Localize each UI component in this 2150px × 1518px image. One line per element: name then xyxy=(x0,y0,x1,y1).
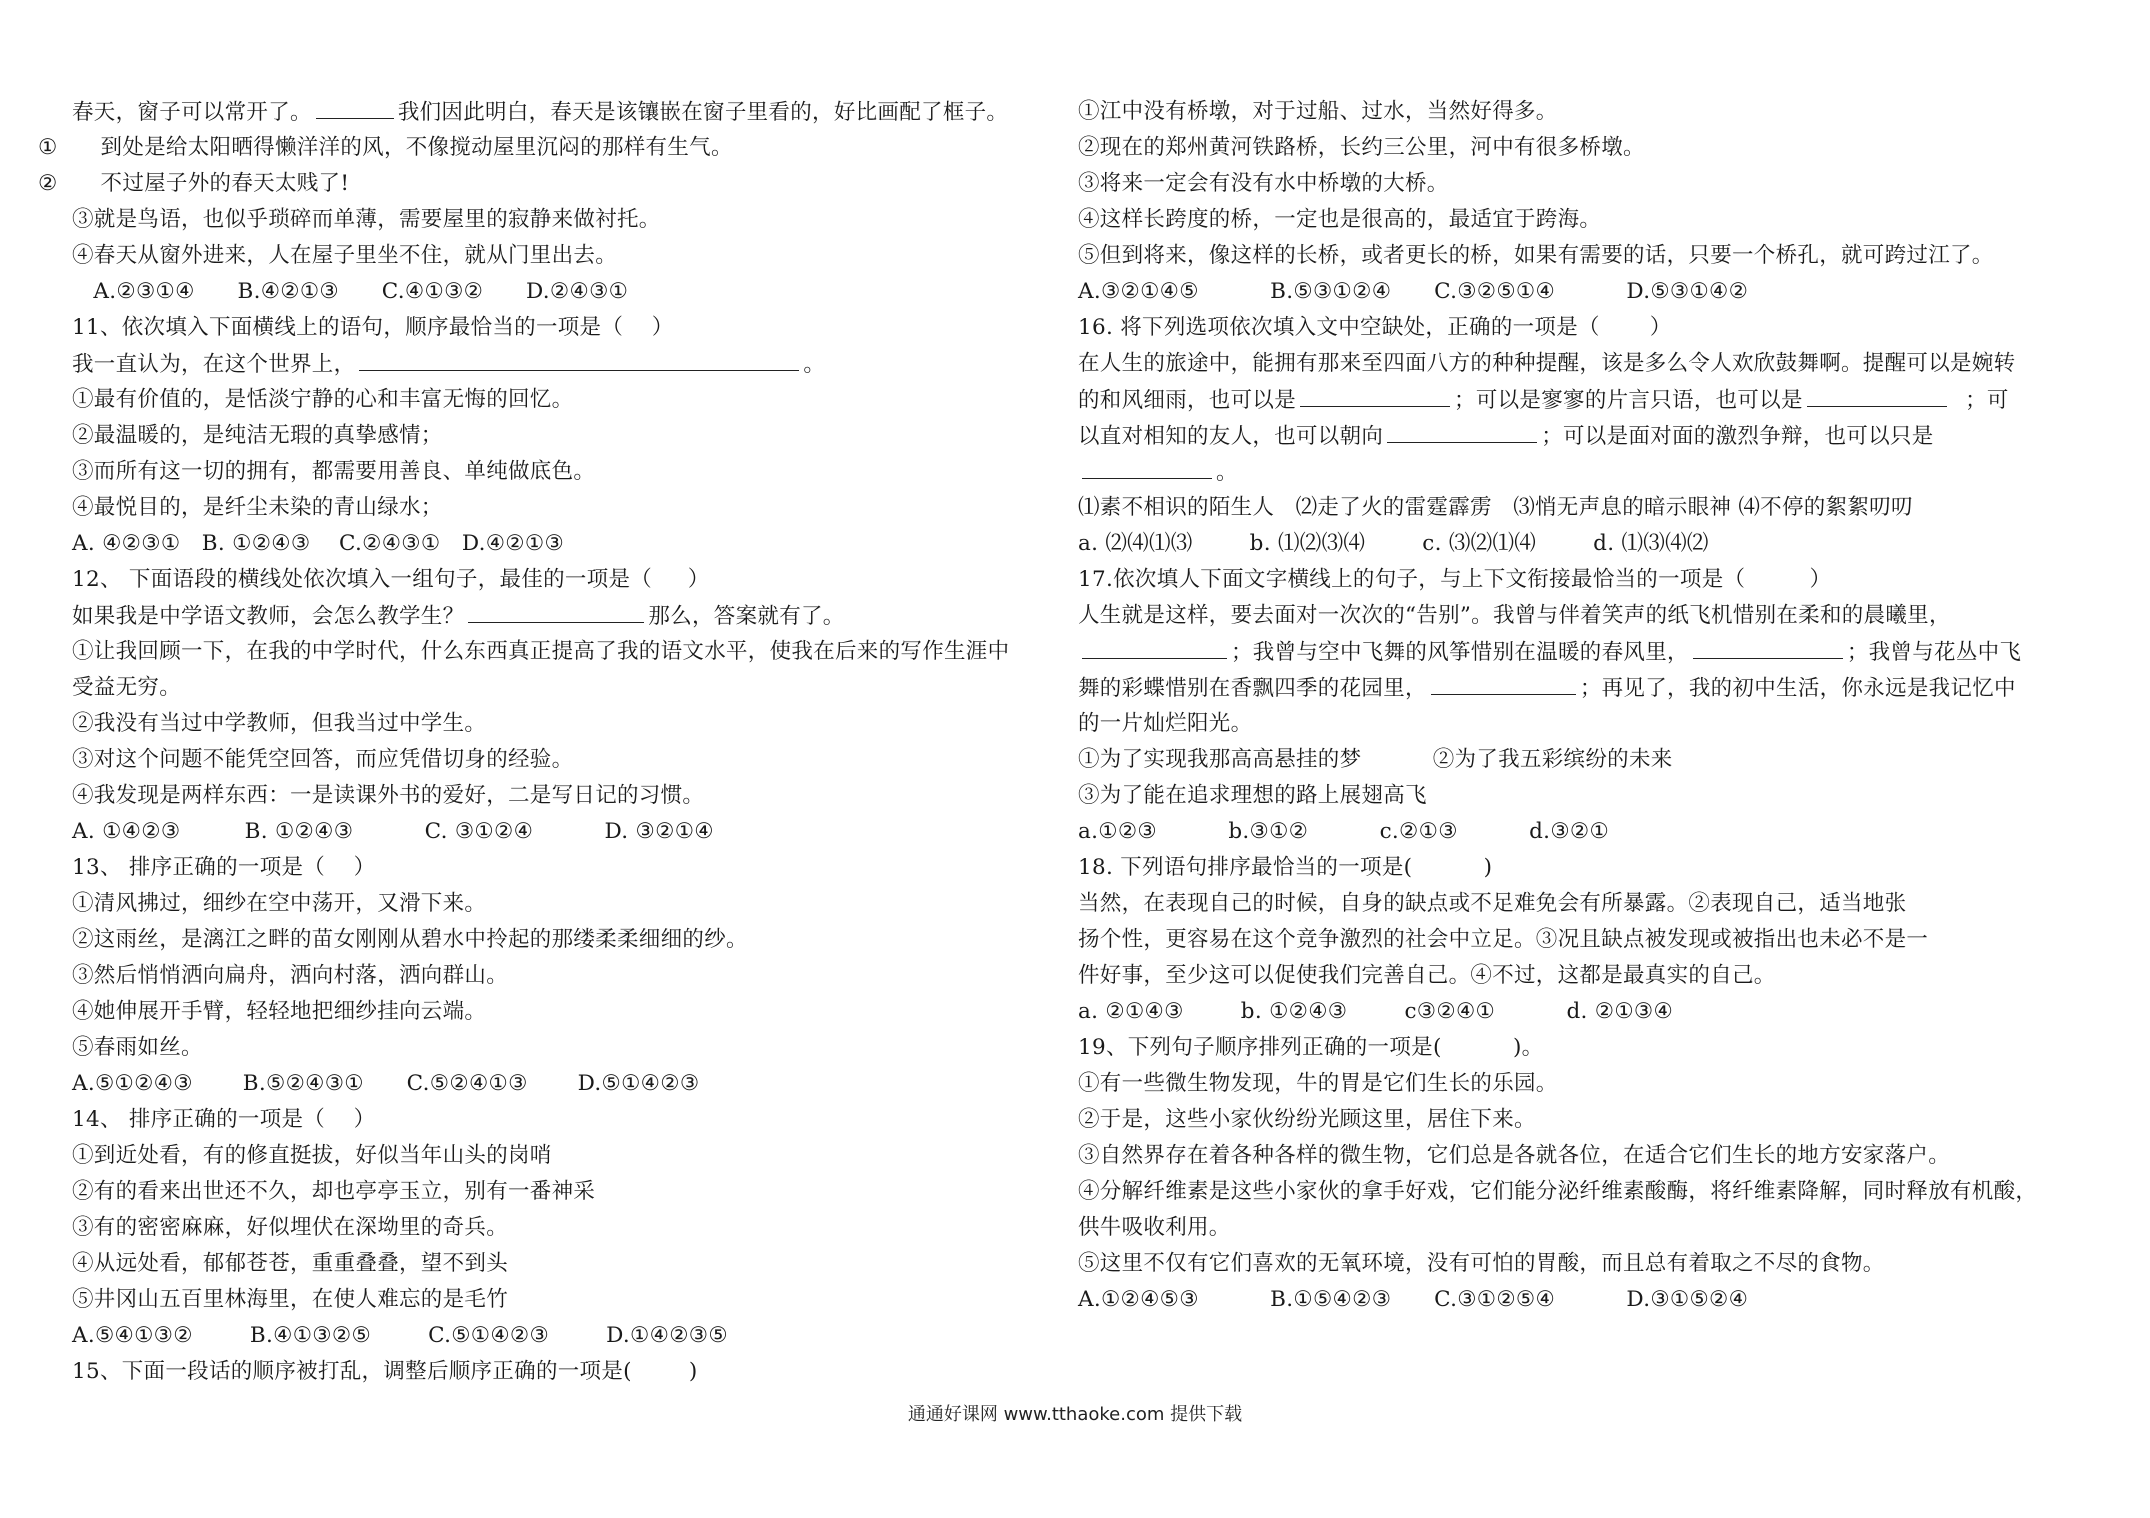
right-text-line xyxy=(1078,886,2088,922)
right-text-line xyxy=(1078,310,2088,346)
left-text-line xyxy=(72,1282,1042,1318)
left-text-line xyxy=(72,994,1042,1030)
left-text-line xyxy=(38,166,1042,202)
text-segment: ②现在的郑州黄河铁路桥，长约三公里，河中有很多桥墩。 xyxy=(1078,135,1645,160)
text-segment: A.⑤④①③② B.④①③②⑤ C.⑤①④②③ D.①④②③⑤ xyxy=(72,1323,728,1348)
left-text-line xyxy=(72,1102,1042,1138)
left-text-line xyxy=(72,562,1042,598)
right-text-line xyxy=(1078,1066,2088,1102)
left-text-line xyxy=(72,238,1042,274)
text-segment: ②最温暖的，是纯洁无瑕的真挚感情； xyxy=(72,423,443,448)
text-segment: 。 xyxy=(803,352,826,377)
text-segment: ；我曾与空中飞舞的风筝惜别在温暖的春风里， xyxy=(1231,640,1689,665)
left-text-line xyxy=(72,1174,1042,1210)
right-text-line xyxy=(1078,1210,2088,1246)
right-text-line xyxy=(1078,346,2088,382)
fill-in-blank xyxy=(1082,454,1212,479)
text-segment: A. ①④②③ B. ①②④③ C. ③①②④ D. ③②①④ xyxy=(72,819,714,844)
text-segment: ②这雨丝，是漓江之畔的苗女刚刚从碧水中拎起的那缕柔柔细细的纱。 xyxy=(72,927,748,952)
left-text-line xyxy=(72,274,1042,310)
right-text-line xyxy=(1078,274,2088,310)
text-segment: 。 xyxy=(1216,460,1238,485)
text-segment: ③为了能在追求理想的路上展翅高飞 xyxy=(1078,783,1427,808)
text-segment: ；可 xyxy=(1950,388,2009,413)
right-text-line xyxy=(1078,994,2088,1030)
left-text-line xyxy=(72,778,1042,814)
fill-in-blank xyxy=(1300,382,1450,407)
text-segment: ①为了实现我那高高悬挂的梦 ②为了我五彩缤纷的未来 xyxy=(1078,747,1673,772)
left-text-line xyxy=(72,526,1042,562)
left-text-line xyxy=(72,310,1042,346)
text-segment: 13、 排序正确的一项是（ ） xyxy=(72,855,376,880)
left-column xyxy=(38,94,1042,1390)
text-segment: 11、依次填入下面横线上的语句，顺序最恰当的一项是（ ） xyxy=(72,315,674,340)
text-segment: 受益无穷。 xyxy=(72,675,182,700)
left-text-line xyxy=(72,202,1042,238)
text-segment: ③有的密密麻麻，好似埋伏在深坳里的奇兵。 xyxy=(72,1215,509,1240)
text-segment: 以直对相知的友人，也可以朝向 xyxy=(1078,424,1384,449)
right-text-line xyxy=(1078,778,2088,814)
right-text-line xyxy=(1078,454,2088,490)
right-text-line xyxy=(1078,562,2088,598)
right-text-line xyxy=(1078,1174,2088,1210)
item-marker: ① xyxy=(38,135,58,160)
left-text-line xyxy=(72,1138,1042,1174)
left-text-line xyxy=(72,1246,1042,1282)
text-segment: ④她伸展开手臂，轻轻地把细纱挂向云端。 xyxy=(72,999,487,1024)
text-segment: 17.依次填人下面文字横线上的句子，与上下文衔接最恰当的一项是（ ） xyxy=(1078,567,1832,592)
text-segment: 如果我是中学语文教师，会怎么教学生？ xyxy=(72,604,465,629)
text-segment: 18. 下列语句排序最恰当的一项是( ) xyxy=(1078,855,1493,880)
left-text-line xyxy=(72,94,1042,130)
text-segment: 15、下面一段话的顺序被打乱，调整后顺序正确的一项是( ) xyxy=(72,1359,698,1384)
text-segment: ①最有价值的，是恬淡宁静的心和丰富无悔的回忆。 xyxy=(72,387,574,412)
right-text-line xyxy=(1078,634,2088,670)
right-text-line xyxy=(1078,1246,2088,1282)
text-segment: ④从远处看，郁郁苍苍，重重叠叠，望不到头 xyxy=(72,1251,509,1276)
text-segment: 的和风细雨，也可以是 xyxy=(1078,388,1297,413)
fill-in-blank xyxy=(468,598,644,623)
text-segment: ；可以是面对面的激烈争辩，也可以只是 xyxy=(1541,424,1934,449)
left-text-line xyxy=(72,886,1042,922)
text-segment: ①到近处看，有的修直挺拔，好似当年山头的岗哨 xyxy=(72,1143,552,1168)
right-text-line xyxy=(1078,526,2088,562)
text-segment: ②我没有当过中学教师，但我当过中学生。 xyxy=(72,711,487,736)
right-text-line xyxy=(1078,490,2088,526)
left-text-line xyxy=(72,490,1042,526)
right-text-line xyxy=(1078,382,2088,418)
text-segment: ②于是，这些小家伙纷纷光顾这里，居住下来。 xyxy=(1078,1107,1536,1132)
right-text-line xyxy=(1078,850,2088,886)
right-text-line xyxy=(1078,94,2088,130)
text-segment: 我们因此明白，春天是该镶嵌在窗子里看的，好比画配了框子。 xyxy=(397,100,1009,125)
text-segment: A.⑤①②④③ B.⑤②④③① C.⑤②④①③ D.⑤①④②③ xyxy=(72,1071,700,1096)
text-segment: A.③②①④⑤ B.⑤③①②④ C.③②⑤①④ D.⑤③①④② xyxy=(1078,279,1749,304)
left-text-line xyxy=(72,1354,1042,1390)
text-segment: ③对这个问题不能凭空回答，而应凭借切身的经验。 xyxy=(72,747,574,772)
text-segment: ；可以是寥寥的片言只语，也可以是 xyxy=(1454,388,1803,413)
text-segment: 件好事，至少这可以促使我们完善自己。④不过，这都是最真实的自己。 xyxy=(1078,963,1776,988)
fill-in-blank xyxy=(1082,634,1227,659)
text-segment: a.①②③ b.③①② c.②①③ d.③②① xyxy=(1078,819,1610,844)
right-text-line xyxy=(1078,1030,2088,1066)
text-segment: 当然，在表现自己的时候，自身的缺点或不足难免会有所暴露。②表现自己，适当地张 xyxy=(1078,891,1907,916)
right-text-line xyxy=(1078,670,2088,706)
left-text-line xyxy=(72,1030,1042,1066)
text-segment: 14、 排序正确的一项是（ ） xyxy=(72,1107,376,1132)
text-segment: A.②③①④ B.④②①③ C.④①③② D.②④③① xyxy=(72,279,629,304)
fill-in-blank xyxy=(1807,382,1947,407)
left-text-line xyxy=(72,418,1042,454)
right-text-line xyxy=(1078,922,2088,958)
left-text-line xyxy=(72,814,1042,850)
text-segment: 到处是给太阳晒得懒洋洋的风，不像搅动屋里沉闷的那样有生气。 xyxy=(72,135,733,160)
fill-in-blank xyxy=(359,346,799,371)
text-segment: ③自然界存在着各种各样的微生物，它们总是各就各位，在适合它们生长的地方安家落户。 xyxy=(1078,1143,1951,1168)
text-segment: a. ⑵⑷⑴⑶ b. ⑴⑵⑶⑷ c. ⑶⑵⑴⑷ d. ⑴⑶⑷⑵ xyxy=(1078,531,1709,556)
right-text-line xyxy=(1078,706,2088,742)
left-text-line xyxy=(72,670,1042,706)
text-segment: 19、下列句子顺序排列正确的一项是( )。 xyxy=(1078,1035,1544,1060)
right-text-line xyxy=(1078,1138,2088,1174)
text-segment: 16. 将下列选项依次填入文中空缺处，正确的一项是（ ） xyxy=(1078,315,1672,340)
right-text-line xyxy=(1078,418,2088,454)
text-segment: a. ②①④③ b. ①②④③ c③②④① d. ②①③④ xyxy=(1078,999,1674,1024)
text-segment: 那么，答案就有了。 xyxy=(648,604,845,629)
text-segment: A. ④②③① B. ①②④③ C.②④③① D.④②①③ xyxy=(72,531,565,556)
fill-in-blank xyxy=(1387,418,1537,443)
text-segment: ④这样长跨度的桥，一定也是很高的，最适宜于跨海。 xyxy=(1078,207,1602,232)
right-text-line xyxy=(1078,166,2088,202)
fill-in-blank xyxy=(1431,670,1576,695)
text-segment: 人生就是这样，要去面对一次次的“告别”。我曾与伴着笑声的纸飞机惜别在柔和的晨曦里， xyxy=(1078,603,1951,628)
text-segment: 扬个性，更容易在这个竞争激烈的社会中立足。③况且缺点被发现或被指出也未必不是一 xyxy=(1078,927,1929,952)
right-text-line xyxy=(1078,202,2088,238)
text-segment: ①有一些微生物发现，牛的胃是它们生长的乐园。 xyxy=(1078,1071,1558,1096)
text-segment: 供牛吸收利用。 xyxy=(1078,1215,1231,1240)
right-text-line xyxy=(1078,598,2088,634)
text-segment: ②有的看来出世还不久，却也亭亭玉立，别有一番神采 xyxy=(72,1179,596,1204)
right-text-line xyxy=(1078,742,2088,778)
text-segment: ①让我回顾一下，在我的中学时代，什么东西真正提高了我的语文水平，使我在后来的写作生涯中 xyxy=(72,639,1010,664)
text-segment: ①江中没有桥墩，对于过船、过水，当然好得多。 xyxy=(1078,99,1558,124)
text-segment: A.①②④⑤③ B.①⑤④②③ C.③①②⑤④ D.③①⑤②④ xyxy=(1078,1287,1749,1312)
left-text-line xyxy=(72,922,1042,958)
left-text-line xyxy=(72,1210,1042,1246)
left-text-line xyxy=(72,598,1042,634)
text-segment: 12、 下面语段的横线处依次填入一组句子，最佳的一项是（ ） xyxy=(72,567,710,592)
text-segment: ③将来一定会有没有水中桥墩的大桥。 xyxy=(1078,171,1449,196)
text-segment: 的一片灿烂阳光。 xyxy=(1078,711,1253,736)
left-text-line xyxy=(72,850,1042,886)
text-segment: 在人生的旅途中，能拥有那来至四面八方的种种提醒，该是多么令人欢欣鼓舞啊。提醒可以是婉转 xyxy=(1078,351,2016,376)
right-text-line xyxy=(1078,130,2088,166)
left-text-line xyxy=(72,346,1042,382)
left-text-line xyxy=(72,454,1042,490)
left-text-line xyxy=(72,742,1042,778)
text-segment: 春天，窗子可以常开了。 xyxy=(72,100,312,125)
text-segment: ；再见了，我的初中生活，你永远是我记忆中 xyxy=(1579,676,2016,701)
left-text-line xyxy=(72,958,1042,994)
text-segment: ⑤春雨如丝。 xyxy=(72,1035,203,1060)
text-segment: 不过屋子外的春天太贱了! xyxy=(72,171,350,196)
right-text-line xyxy=(1078,1282,2088,1318)
left-text-line xyxy=(72,1066,1042,1102)
page-footer: 通通好课网 www.tthaoke.com 提供下载 xyxy=(907,1404,1243,1425)
text-segment: ④最悦目的，是纤尘未染的青山绿水； xyxy=(72,495,443,520)
text-segment: ⑴素不相识的陌生人 ⑵走了火的雷霆霹雳 ⑶悄无声息的暗示眼神 ⑷不停的絮絮叨叨 xyxy=(1078,495,1913,520)
left-text-line xyxy=(72,634,1042,670)
text-segment: 舞的彩蝶惜别在香飘四季的花园里， xyxy=(1078,676,1427,701)
text-segment: ④我发现是两样东西：一是读课外书的爱好，二是写日记的习惯。 xyxy=(72,783,705,808)
text-segment: ；我曾与花丛中飞 xyxy=(1846,640,2022,665)
text-segment: ①清风拂过，细纱在空中荡开，又滑下来。 xyxy=(72,891,487,916)
text-segment: ⑤但到将来，像这样的长桥，或者更长的桥，如果有需要的话，只要一个桥孔，就可跨过江了。 xyxy=(1078,243,1994,268)
right-text-line xyxy=(1078,814,2088,850)
left-text-line xyxy=(38,130,1042,166)
text-segment: ③然后悄悄洒向扁舟，洒向村落，洒向群山。 xyxy=(72,963,509,988)
left-text-line xyxy=(72,706,1042,742)
item-marker: ② xyxy=(38,171,58,196)
right-text-line xyxy=(1078,238,2088,274)
text-segment: ④分解纤维素是这些小家伙的拿手好戏，它们能分泌纤维素酸酶，将纤维素降解，同时释放有机酸， xyxy=(1078,1179,2038,1204)
text-segment: ⑤井冈山五百里林海里，在使人难忘的是毛竹 xyxy=(72,1287,509,1312)
text-segment: 我一直认为，在这个世界上， xyxy=(72,352,356,377)
text-segment: ⑤这里不仅有它们喜欢的无氧环境，没有可怕的胃酸，而且总有着取之不尽的食物。 xyxy=(1078,1251,1885,1276)
right-text-line xyxy=(1078,958,2088,994)
right-column xyxy=(1078,94,2088,1318)
left-text-line xyxy=(72,382,1042,418)
text-segment: ④春天从窗外进来，人在屋子里坐不住，就从门里出去。 xyxy=(72,243,618,268)
left-text-line xyxy=(72,1318,1042,1354)
fill-in-blank xyxy=(1693,634,1843,659)
text-segment: ③而所有这一切的拥有，都需要用善良、单纯做底色。 xyxy=(72,459,596,484)
right-text-line xyxy=(1078,1102,2088,1138)
text-segment: ③就是鸟语，也似乎琐碎而单薄，需要屋里的寂静来做衬托。 xyxy=(72,207,661,232)
fill-in-blank xyxy=(316,94,394,119)
